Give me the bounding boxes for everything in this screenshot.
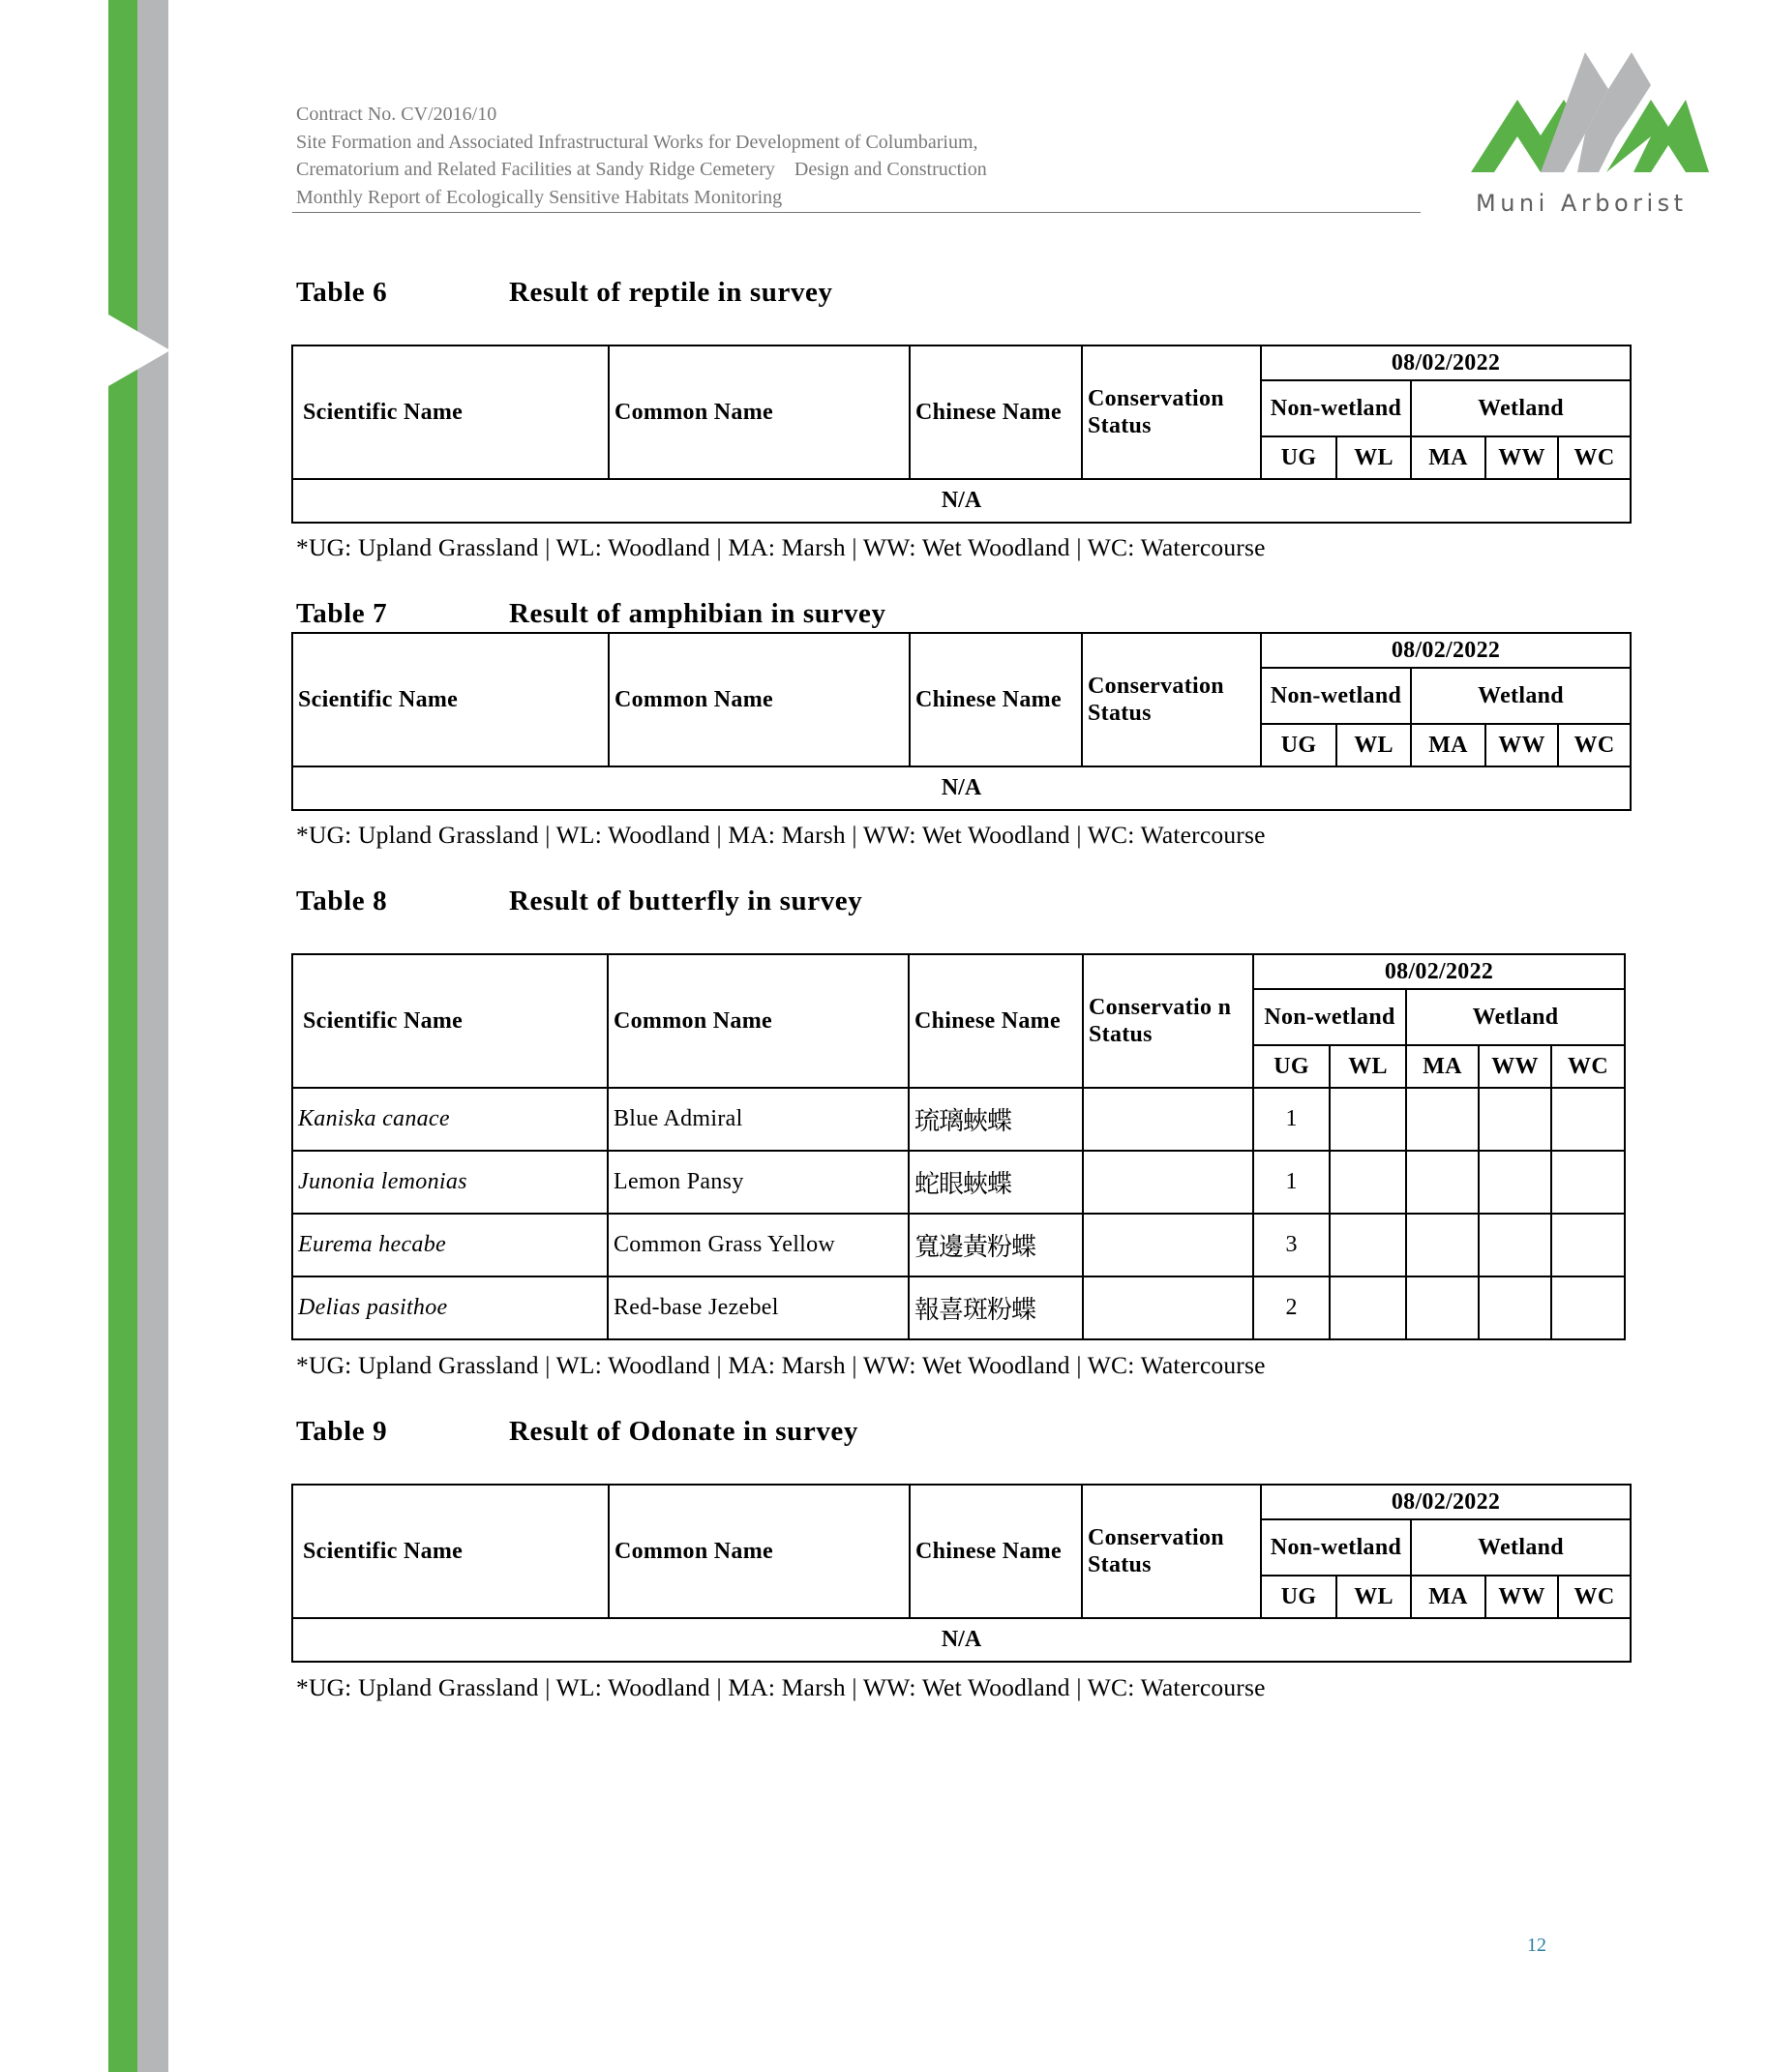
header-contract-number: Contract No. CV/2016/10 [296,104,497,125]
table-row [292,1088,1625,1151]
col-common-name: Common Name [608,954,909,1088]
col-ma: MA [1411,1576,1485,1618]
table-6-caption [296,277,833,309]
col-wl: WL [1336,724,1411,766]
butterfly-table [291,953,1626,1340]
col-wetland: Wetland [1411,1519,1631,1576]
col-chinese-name: Chinese Name [910,633,1082,766]
document-header [296,101,1419,211]
table-row [292,1151,1625,1214]
header-rule [292,212,1421,213]
cell-conservation-status [1083,1214,1253,1276]
col-chinese-name: Chinese Name [910,345,1082,479]
cell-ww [1479,1276,1551,1339]
side-bar-notch [97,308,170,393]
col-ww: WW [1479,1045,1551,1088]
cell-ug: 2 [1253,1276,1330,1339]
cell-ug: 3 [1253,1214,1330,1276]
col-scientific-name: Scientific Name [292,954,608,1088]
table-title: Result of Odonate in survey [509,1416,858,1447]
table-number: Table 7 [296,598,388,629]
col-conservation-status: Conservatio n Status [1083,954,1253,1088]
col-survey-date: 08/02/2022 [1253,954,1625,989]
table-9-caption [296,1416,858,1448]
page-number: 12 [1527,1935,1546,1956]
col-scientific-name: Scientific Name [292,345,609,479]
cell-scientific-name: Delias pasithoe [292,1276,608,1339]
table-8-caption [296,886,862,917]
col-wl: WL [1336,436,1411,479]
cell-wl [1330,1151,1406,1214]
col-ug: UG [1253,1045,1330,1088]
col-wetland: Wetland [1411,380,1631,436]
empty-result-cell: N/A [292,766,1631,810]
cell-conservation-status [1083,1276,1253,1339]
reptile-table [291,345,1632,524]
empty-result-cell: N/A [292,479,1631,523]
habitat-legend-note: *UG: Upland Grassland | WL: Woodland | MA: Marsh | WW: Wet Woodland | WC: Watercourse [296,1351,1266,1379]
col-ug: UG [1261,724,1336,766]
cell-scientific-name: Kaniska canace [292,1088,608,1151]
col-conservation-status: Conservation Status [1082,345,1261,479]
amphibian-table [291,632,1632,811]
col-wl: WL [1330,1045,1406,1088]
col-ug: UG [1261,436,1336,479]
col-wetland: Wetland [1406,989,1625,1045]
cell-wl [1330,1214,1406,1276]
col-wc: WC [1558,1576,1631,1618]
logo-text: Muni Arborist [1476,190,1688,217]
col-common-name: Common Name [609,345,910,479]
cell-ww [1479,1151,1551,1214]
cell-scientific-name: Eurema hecabe [292,1214,608,1276]
col-wc: WC [1558,436,1631,479]
cell-ug: 1 [1253,1151,1330,1214]
col-wc: WC [1551,1045,1625,1088]
cell-common-name: Common Grass Yellow [608,1214,909,1276]
cell-wc [1551,1151,1625,1214]
col-common-name: Common Name [609,1485,910,1618]
col-wl: WL [1336,1576,1411,1618]
cell-chinese-name: 琉璃蛺蝶 [909,1088,1083,1151]
cell-common-name: Lemon Pansy [608,1151,909,1214]
cell-common-name: Blue Admiral [608,1088,909,1151]
table-title: Result of butterfly in survey [509,886,863,916]
col-ww: WW [1485,436,1558,479]
cell-scientific-name: Junonia lemonias [292,1151,608,1214]
col-non-wetland: Non-wetland [1261,1519,1411,1576]
col-non-wetland: Non-wetland [1261,668,1411,724]
empty-result-cell: N/A [292,1618,1631,1662]
col-ww: WW [1485,1576,1558,1618]
table-number: Table 9 [296,1416,388,1447]
col-ma: MA [1411,436,1485,479]
header-project-title-cont: Crematorium and Related Facilities at Sandy Ridge Cemetery Design and Construction [296,159,987,180]
table-number: Table 8 [296,886,388,916]
col-ww: WW [1485,724,1558,766]
cell-wc [1551,1276,1625,1339]
col-conservation-status: Conservation Status [1082,1485,1261,1618]
col-chinese-name: Chinese Name [909,954,1083,1088]
cell-wl [1330,1276,1406,1339]
col-chinese-name: Chinese Name [910,1485,1082,1618]
cell-ww [1479,1214,1551,1276]
cell-chinese-name: 蛇眼蛺蝶 [909,1151,1083,1214]
cell-chinese-name: 報喜斑粉蝶 [909,1276,1083,1339]
table-row [292,1214,1625,1276]
cell-conservation-status [1083,1151,1253,1214]
col-non-wetland: Non-wetland [1261,380,1411,436]
table-row [292,1276,1625,1339]
col-ug: UG [1261,1576,1336,1618]
cell-ma [1406,1088,1479,1151]
col-survey-date: 08/02/2022 [1261,633,1631,668]
table-7-caption [296,598,886,630]
table-number: Table 6 [296,277,388,308]
col-ma: MA [1406,1045,1479,1088]
table-title: Result of amphibian in survey [509,598,886,629]
table-title: Result of reptile in survey [509,277,833,308]
cell-conservation-status [1083,1088,1253,1151]
habitat-legend-note: *UG: Upland Grassland | WL: Woodland | MA: Marsh | WW: Wet Woodland | WC: Watercourse [296,533,1266,561]
cell-wl [1330,1088,1406,1151]
cell-ug: 1 [1253,1088,1330,1151]
col-wetland: Wetland [1411,668,1631,724]
col-survey-date: 08/02/2022 [1261,345,1631,380]
cell-ma [1406,1276,1479,1339]
cell-common-name: Red-base Jezebel [608,1276,909,1339]
col-scientific-name: Scientific Name [292,633,609,766]
col-scientific-name: Scientific Name [292,1485,609,1618]
col-common-name: Common Name [609,633,910,766]
odonate-table [291,1484,1632,1663]
cell-wc [1551,1214,1625,1276]
habitat-legend-note: *UG: Upland Grassland | WL: Woodland | MA: Marsh | WW: Wet Woodland | WC: Watercourse [296,1673,1266,1701]
col-non-wetland: Non-wetland [1253,989,1406,1045]
col-ma: MA [1411,724,1485,766]
col-survey-date: 08/02/2022 [1261,1485,1631,1519]
cell-ma [1406,1151,1479,1214]
habitat-legend-note: *UG: Upland Grassland | WL: Woodland | MA: Marsh | WW: Wet Woodland | WC: Watercourse [296,821,1266,849]
cell-ww [1479,1088,1551,1151]
col-conservation-status: Conservation Status [1082,633,1261,766]
col-wc: WC [1558,724,1631,766]
cell-ma [1406,1214,1479,1276]
header-report-title: Monthly Report of Ecologically Sensitive Habitats Monitoring [296,186,783,208]
cell-wc [1551,1088,1625,1151]
cell-chinese-name: 寬邊黃粉蝶 [909,1214,1083,1276]
header-project-title: Site Formation and Associated Infrastructural Works for Development of Columbarium, [296,131,978,153]
